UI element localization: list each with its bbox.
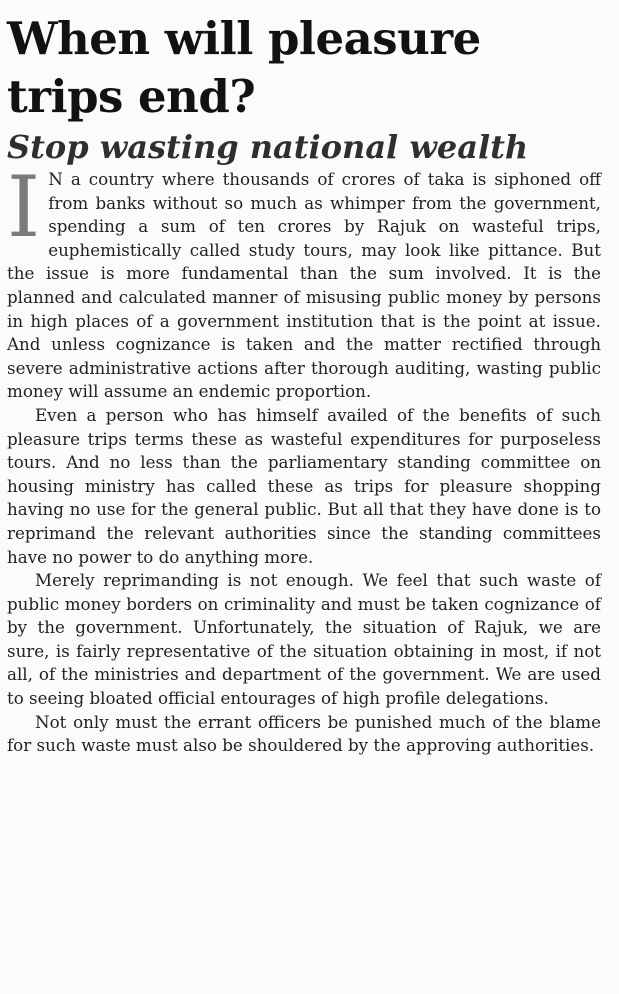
paragraph-4: Not only must the errant officers be punished much of the blame for such waste must also be shouldered by the approving authorities.: [7, 711, 601, 756]
paragraph-2: Even a person who has himself availed of the benefits of such pleasure trips terms these as wasteful expenditures for purposeless tours. And no less than the parliamentary standing committee on housing ministry has called these as trips for pleasure shopping having no use for the general public. But all that they have done is to reprimand the relevant authorities since the standing committees have no power to do anything more.: [7, 404, 601, 567]
subheading: Stop wasting national wealth: [7, 128, 529, 166]
headline-line-2: trips end?: [7, 70, 256, 123]
paragraph-3: Merely reprimanding is not enough. We feel that such waste of public money borders on criminality and must be taken cognizance of by the government. Unfortunately, the situation of Rajuk, we are sure, is fairly representative of the situation obtaining in most, if not all, of the ministries and department of the government. We are used to seeing bloated official entourages of high profile delegations.: [7, 570, 601, 709]
paragraph-1-text: N a country where thousands of crores of taka is siphoned off from banks without so much as whimper from the government, spending a sum of ten crores by Rajuk on wasteful trips, euphemistically called study tours, may look like pittance. But the issue is more fundamental than the sum involved. It is the planned and calculated manner of misusing public money by persons in high places of a government institution that is the point at issue. And unless cognizance is taken and the matter rectified through severe administrative actions after thorough auditing, wasting public money will assume an endemic proportion.: [7, 169, 601, 402]
headline-line-1: When will pleasure: [7, 12, 481, 65]
paragraph-1: [7, 158, 601, 404]
drop-cap: I: [7, 158, 41, 256]
article-body: [7, 158, 601, 758]
headline: [7, 4, 601, 126]
